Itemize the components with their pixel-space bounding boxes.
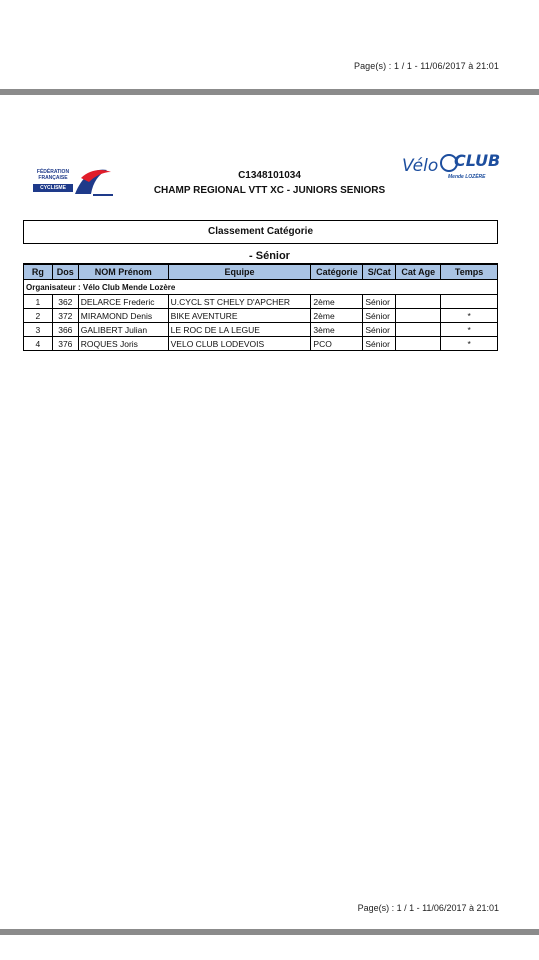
results-table [23,264,498,351]
bottom-divider-bar [0,929,539,935]
bib-cell: 362 [52,295,78,309]
table-row [24,323,498,337]
column-header: Temps [441,265,498,280]
section-title: Classement Catégorie [23,220,498,244]
rank-cell: 4 [24,337,53,351]
column-header: S/Cat [363,265,396,280]
table-row [24,337,498,351]
table-row [24,309,498,323]
age-category-cell [396,309,441,323]
category-cell: 3ème [311,323,363,337]
column-header: NOM Prénom [78,265,168,280]
name-cell: MIRAMOND Denis [78,309,168,323]
time-cell: * [441,323,498,337]
age-category-cell [396,295,441,309]
top-divider-bar [0,89,539,95]
bib-cell: 372 [52,309,78,323]
category-cell: PCO [311,337,363,351]
organizer-row [24,280,498,295]
team-cell: BIKE AVENTURE [168,309,311,323]
document-title: CHAMP REGIONAL VTT XC - JUNIORS SENIORS [153,185,386,196]
rank-cell: 1 [24,295,53,309]
team-cell: U.CYCL ST CHELY D'APCHER [168,295,311,309]
velo-club-logo [402,150,502,186]
rank-cell: 3 [24,323,53,337]
subcategory-cell: Sénior [363,309,396,323]
column-header: Equipe [168,265,311,280]
age-category-cell [396,337,441,351]
organizer-label: Organisateur : Vélo Club Mende Lozère [24,280,498,295]
document-code: C1348101034 [238,170,301,181]
bib-cell: 376 [52,337,78,351]
ffc-logo-text: FÉDÉRATION FRANÇAISE [36,169,70,181]
name-cell: ROQUES Joris [78,337,168,351]
subcategory-cell: Sénior [363,337,396,351]
category-title: - Sénior [249,250,290,262]
subcategory-cell: Sénior [363,323,396,337]
category-cell: 2ème [311,295,363,309]
club-logo-word: CLUB [454,151,501,170]
team-cell: LE ROC DE LA LEGUE [168,323,311,337]
column-header: Dos [52,265,78,280]
page-info-header: Page(s) : 1 / 1 - 11/06/2017 à 21:01 [353,61,499,71]
table-row [24,295,498,309]
age-category-cell [396,323,441,337]
bib-cell: 366 [52,323,78,337]
club-logo-subtitle: Mende LOZÈRE [448,174,486,180]
table-header-row [24,265,498,280]
time-cell [441,295,498,309]
column-header: Rg [24,265,53,280]
ffc-logo-band: CYCLISME [33,184,73,192]
page-info-footer: Page(s) : 1 / 1 - 11/06/2017 à 21:01 [357,903,499,913]
column-header: Cat Age [396,265,441,280]
team-cell: VELO CLUB LODEVOIS [168,337,311,351]
name-cell: GALIBERT Julian [78,323,168,337]
category-cell: 2ème [311,309,363,323]
subcategory-cell: Sénior [363,295,396,309]
name-cell: DELARCE Frederic [78,295,168,309]
time-cell: * [441,309,498,323]
column-header: Catégorie [311,265,363,280]
rank-cell: 2 [24,309,53,323]
time-cell: * [441,337,498,351]
velo-logo-word: Vélo [402,156,439,176]
